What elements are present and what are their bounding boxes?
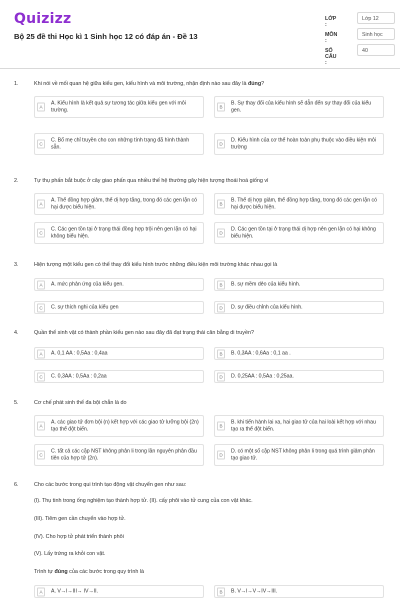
meta-class-label: LỚP :: [325, 16, 337, 28]
option-text: B. sự mềm dẻo của kiểu hình.: [231, 281, 301, 288]
option-letter: D: [217, 140, 225, 149]
option-text: A. 0,1 AA : 0,5Aa : 0,4aa: [51, 350, 108, 357]
question-number: 4.: [14, 330, 19, 336]
page-header: [0, 0, 400, 64]
option-letter: A: [37, 587, 45, 596]
option-text: D. Các gen tồn tại ở trạng thái dị hợp nên gen lặn có hại không biểu hiện.: [231, 226, 376, 239]
question-prompt: Trình tự đúng của các bước trong quy trình là: [34, 569, 145, 575]
quizizz-logo: Quizizz: [14, 11, 72, 27]
option-letter: C: [37, 140, 45, 149]
option-text: C. Bố mẹ chỉ truyền cho con những tính trạng đã hình thành sẵn.: [51, 137, 190, 150]
question-text: Hiện tượng một kiểu gen có thể thay đổi kiểu hình trước những điều kiện môi trường khác nhau gọi là: [34, 262, 278, 268]
option-5a[interactable]: [34, 415, 204, 437]
option-1b[interactable]: [214, 96, 384, 118]
option-letter: A: [37, 200, 45, 209]
question-number: 6.: [14, 482, 19, 488]
option-text: D. Kiểu hình của cơ thể hoàn toàn phụ thuộc vào điều kiện môi trường: [231, 137, 377, 150]
question-text: Khi nói về mối quan hệ giữa kiểu gen, kiểu hình và môi trường, nhận định nào sau đây là đúng?: [34, 81, 265, 87]
option-text: D. 0,25AA : 0,5Aa : 0,25aa.: [231, 373, 294, 380]
option-letter: B: [217, 422, 225, 431]
option-3c[interactable]: [34, 301, 204, 314]
option-3d[interactable]: [214, 301, 384, 314]
option-1a[interactable]: [34, 96, 204, 118]
option-text: C. sự thích nghi của kiểu gen: [51, 304, 119, 311]
option-4c[interactable]: [34, 370, 204, 383]
option-letter: B: [217, 280, 225, 289]
option-letter: A: [37, 280, 45, 289]
question-text: Cơ chế phát sinh thể đa bội chẵn là do: [34, 400, 127, 406]
question-number: 2.: [14, 178, 19, 184]
option-letter: A: [37, 103, 45, 112]
statement-4: (V). Lấy trứng ra khỏi con vật.: [34, 551, 106, 557]
option-text: A. Thể đồng hợp giảm, thể dị hợp tăng, trong đó các gen lặn có hại được biểu hiện.: [51, 197, 198, 210]
option-6a[interactable]: [34, 585, 204, 598]
option-text: A. V→I→III→ IV→II.: [51, 588, 98, 595]
option-letter: D: [217, 229, 225, 238]
option-letter: A: [37, 349, 45, 358]
option-text: B. Sự thay đổi của kiểu hình sẽ dẫn đến sự thay đổi của kiểu gen.: [231, 100, 372, 113]
header-divider: [0, 68, 400, 69]
statement-3: (IV). Cho hợp tử phát triển thành phôi: [34, 534, 124, 540]
option-letter: D: [217, 303, 225, 312]
option-letter: B: [217, 349, 225, 358]
option-3a[interactable]: [34, 278, 204, 291]
option-1c[interactable]: [34, 133, 204, 155]
question-number: 1.: [14, 81, 19, 87]
option-5c[interactable]: [34, 444, 204, 466]
question-text: Tự thụ phấn bắt buộc ở cây giao phấn qua nhiều thế hệ thường gây hiện tượng thoái hoá giống vì: [34, 178, 269, 184]
question-number: 3.: [14, 262, 19, 268]
option-2a[interactable]: [34, 193, 204, 215]
option-text: D. sự điều chỉnh của kiểu hình.: [231, 304, 303, 311]
question-text: Cho các bước trong qui trình tạo động vật chuyển gen như sau:: [34, 482, 187, 488]
option-text: B. 0,3AA : 0,6Aa : 0,1 aa .: [231, 350, 291, 357]
option-text: A. Kiểu hình là kết quả sự tương tác giữa kiểu gen với môi trường.: [51, 100, 186, 113]
meta-subject-value: Sinh học: [357, 28, 395, 40]
meta-subject-label: MÔN :: [325, 32, 338, 44]
option-letter: B: [217, 200, 225, 209]
option-text: B. V→I→V→IV→III.: [231, 588, 278, 595]
option-letter: C: [37, 451, 45, 460]
option-letter: D: [217, 451, 225, 460]
option-4a[interactable]: [34, 347, 204, 360]
option-text: A. mức phản ứng của kiểu gen.: [51, 281, 124, 288]
option-letter: B: [217, 587, 225, 596]
option-letter: A: [37, 422, 45, 431]
option-text: B. Thể dị hợp giảm, thể đồng hợp tăng, trong đó các gen lặn có hại được biểu hiện.: [231, 197, 378, 210]
meta-count-label: SỐ CÂU :: [325, 48, 337, 66]
option-2b[interactable]: [214, 193, 384, 215]
option-letter: D: [217, 372, 225, 381]
option-1d[interactable]: [214, 133, 384, 155]
meta-class-value: Lớp 12: [357, 12, 395, 24]
option-2d[interactable]: [214, 222, 384, 244]
question-text: Quần thể sinh vật có thành phần kiểu gen nào sau đây đã đạt trạng thái cân bằng di truyền?: [34, 330, 254, 336]
option-text: C. Các gen tồn tại ở trạng thái đồng hợp trội nên gen lặn có hại không biểu hiện.: [51, 226, 197, 239]
option-text: C. 0,3AA : 0,5Aa : 0,2aa: [51, 373, 107, 380]
option-letter: B: [217, 103, 225, 112]
question-number: 5.: [14, 400, 19, 406]
option-text: B. khi tiến hành lai xa, hai giao tử của hai loài kết hợp với nhau tạo ra thể đột biến.: [231, 419, 376, 432]
option-5d[interactable]: [214, 444, 384, 466]
statement-2: (III). Tiêm gen cần chuyển vào hợp tử.: [34, 516, 126, 522]
option-letter: C: [37, 372, 45, 381]
option-5b[interactable]: [214, 415, 384, 437]
option-2c[interactable]: [34, 222, 204, 244]
meta-count-value: 40: [357, 44, 395, 56]
document-title: Bộ 25 đề thi Học kì 1 Sinh học 12 có đáp án - Đề 13: [14, 32, 198, 41]
statement-1: (I). Thụ tinh trong ống nghiệm tạo thành hợp tử. (II). cấy phôi vào tử cung của con vật khác.: [34, 498, 253, 504]
option-3b[interactable]: [214, 278, 384, 291]
option-4b[interactable]: [214, 347, 384, 360]
option-4d[interactable]: [214, 370, 384, 383]
option-letter: C: [37, 229, 45, 238]
option-text: D. có một số cặp NST không phân li trong quá trình giảm phân tạo giao tử.: [231, 448, 375, 461]
option-text: A. các giao tử đơn bội (n) kết hợp với các giao tử lưỡng bội (2n) tạo thể đột biến.: [51, 419, 199, 432]
option-text: C. tất cả các cặp NST không phân li trong lần nguyên phân đầu tiên của hợp tử (2n).: [51, 448, 197, 461]
option-letter: C: [37, 303, 45, 312]
option-6b[interactable]: [214, 585, 384, 598]
